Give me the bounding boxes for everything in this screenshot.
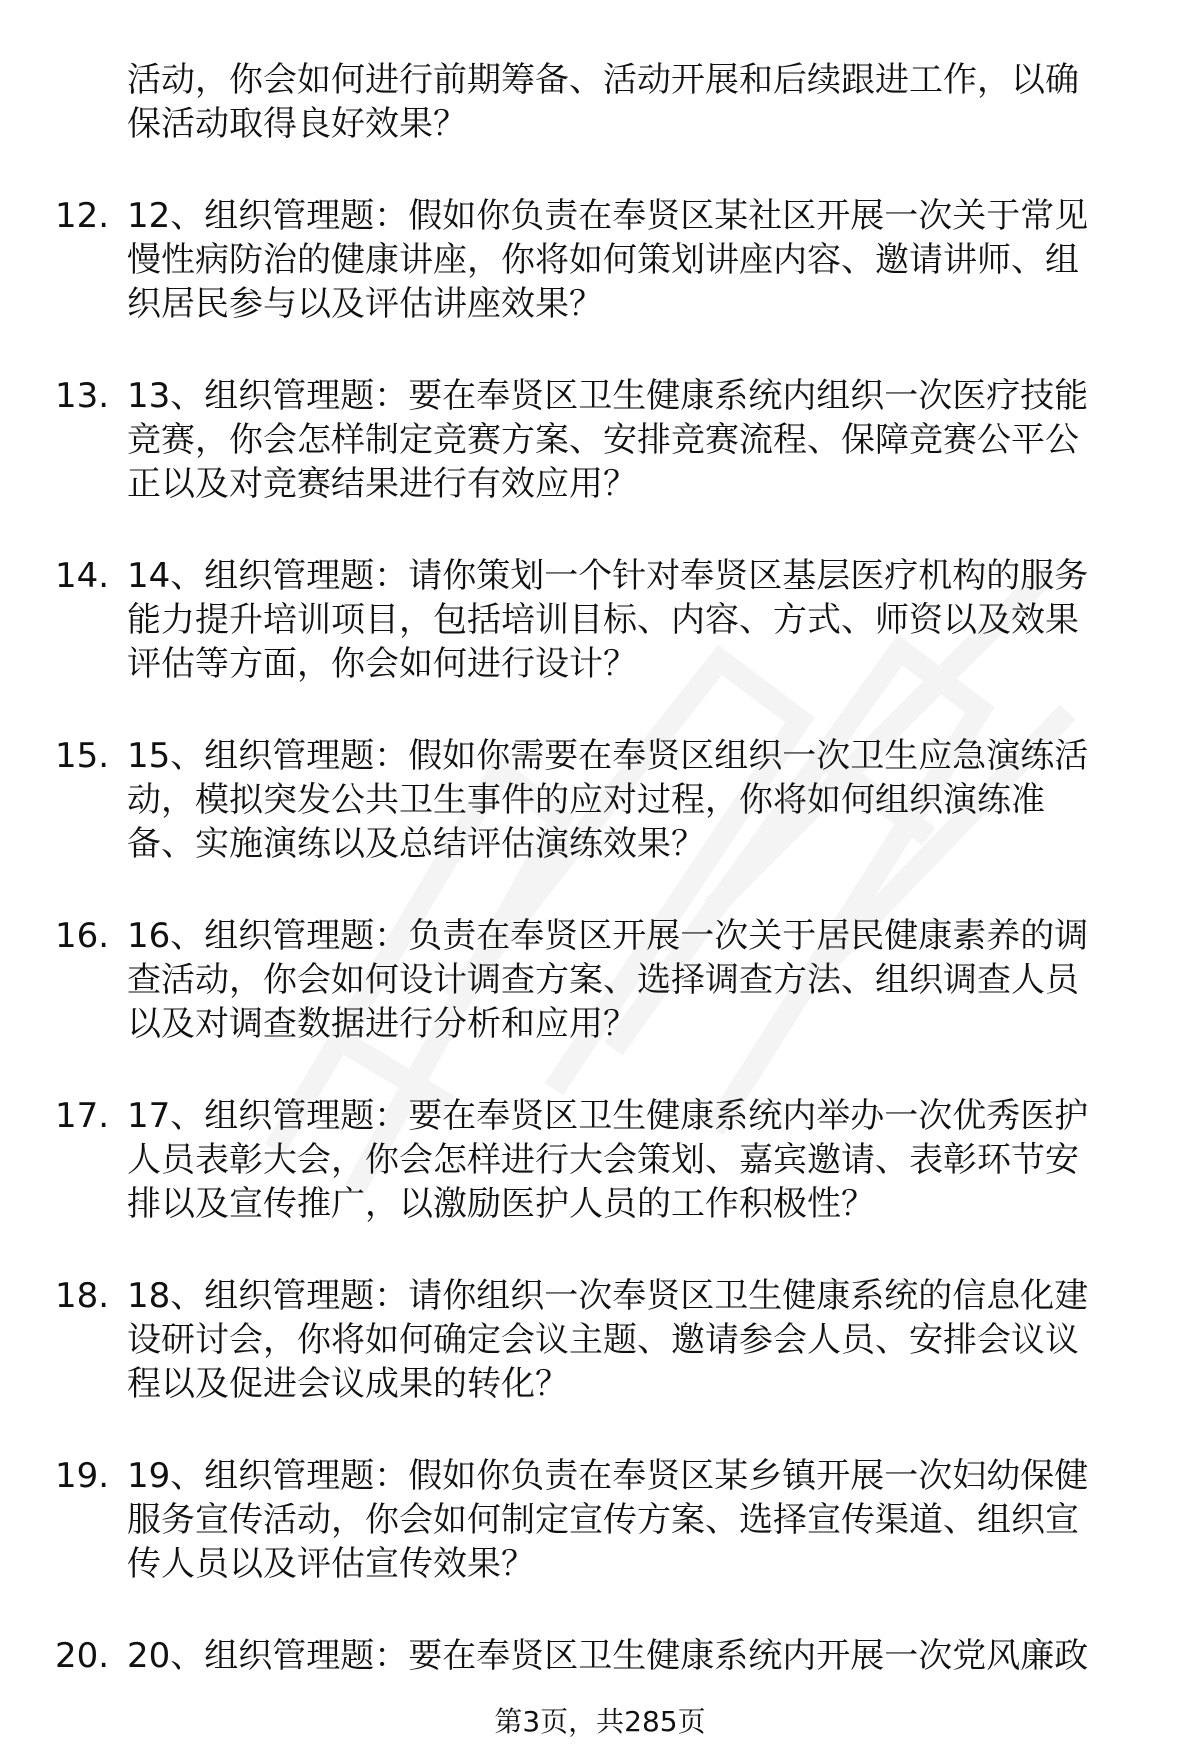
text-line: 织居民参与以及评估讲座效果？ — [127, 284, 603, 324]
text-line: 人员表彰大会，你会怎样进行大会策划、嘉宾邀请、表彰环节安 — [127, 1140, 1079, 1180]
intro-continuation — [55, 58, 1155, 146]
item-number: 14. — [55, 556, 110, 596]
text-line: 19、组织管理题：假如你负责在奉贤区某乡镇开展一次妇幼保健 — [127, 1456, 1089, 1496]
question-item-12 — [55, 194, 1155, 326]
question-item-17 — [55, 1094, 1155, 1226]
text-line: 慢性病防治的健康讲座，你将如何策划讲座内容、邀请讲师、组 — [127, 240, 1079, 280]
text-line: 备、实施演练以及总结评估演练效果？ — [127, 824, 705, 864]
text-line: 保活动取得良好效果？ — [127, 104, 467, 144]
item-number: 20. — [55, 1636, 110, 1676]
text-line: 评估等方面，你会如何进行设计？ — [127, 644, 637, 684]
question-item-18 — [55, 1274, 1155, 1406]
text-line: 12、组织管理题：假如你负责在奉贤区某社区开展一次关于常见 — [127, 196, 1089, 236]
item-number: 18. — [55, 1276, 110, 1316]
question-item-13 — [55, 374, 1155, 506]
item-number: 17. — [55, 1096, 110, 1136]
text-line: 程以及促进会议成果的转化？ — [127, 1364, 569, 1404]
item-number: 13. — [55, 376, 110, 416]
question-item-16 — [55, 914, 1155, 1046]
question-item-15 — [55, 734, 1155, 866]
text-line: 14、组织管理题：请你策划一个针对奉贤区基层医疗机构的服务 — [127, 556, 1089, 596]
item-number: 12. — [55, 196, 110, 236]
item-number: 19. — [55, 1456, 110, 1496]
text-line: 13、组织管理题：要在奉贤区卫生健康系统内组织一次医疗技能 — [127, 376, 1089, 416]
text-line: 能力提升培训项目，包括培训目标、内容、方式、师资以及效果 — [127, 600, 1079, 640]
question-item-19 — [55, 1454, 1155, 1586]
text-line: 查活动，你会如何设计调查方案、选择调查方法、组织调查人员 — [127, 960, 1079, 1000]
text-line: 18、组织管理题：请你组织一次奉贤区卫生健康系统的信息化建 — [127, 1276, 1089, 1316]
question-item-14 — [55, 554, 1155, 686]
text-line: 传人员以及评估宣传效果？ — [127, 1544, 535, 1584]
question-list — [55, 58, 1155, 1678]
text-line: 17、组织管理题：要在奉贤区卫生健康系统内举办一次优秀医护 — [127, 1096, 1089, 1136]
text-line: 16、组织管理题：负责在奉贤区开展一次关于居民健康素养的调 — [127, 916, 1089, 956]
question-item-20 — [55, 1634, 1155, 1678]
text-line: 动，模拟突发公共卫生事件的应对过程，你将如何组织演练准 — [127, 780, 1045, 820]
text-line: 设研讨会，你将如何确定会议主题、邀请参会人员、安排会议议 — [127, 1320, 1079, 1360]
text-line: 20、组织管理题：要在奉贤区卫生健康系统内开展一次党风廉政 — [127, 1636, 1089, 1676]
text-line: 以及对调查数据进行分析和应用？ — [127, 1004, 637, 1044]
text-line: 排以及宣传推广，以激励医护人员的工作积极性？ — [127, 1184, 875, 1224]
text-line: 15、组织管理题：假如你需要在奉贤区组织一次卫生应急演练活 — [127, 736, 1089, 776]
page-number-footer: 第3页，共285页 — [494, 1705, 706, 1738]
text-line: 竞赛，你会怎样制定竞赛方案、安排竞赛流程、保障竞赛公平公 — [127, 420, 1079, 460]
text-line: 正以及对竞赛结果进行有效应用？ — [127, 464, 637, 504]
text-line: 服务宣传活动，你会如何制定宣传方案、选择宣传渠道、组织宣 — [127, 1500, 1079, 1540]
text-line: 活动，你会如何进行前期筹备、活动开展和后续跟进工作，以确 — [127, 60, 1079, 100]
item-number: 16. — [55, 916, 110, 956]
item-number: 15. — [55, 736, 110, 776]
